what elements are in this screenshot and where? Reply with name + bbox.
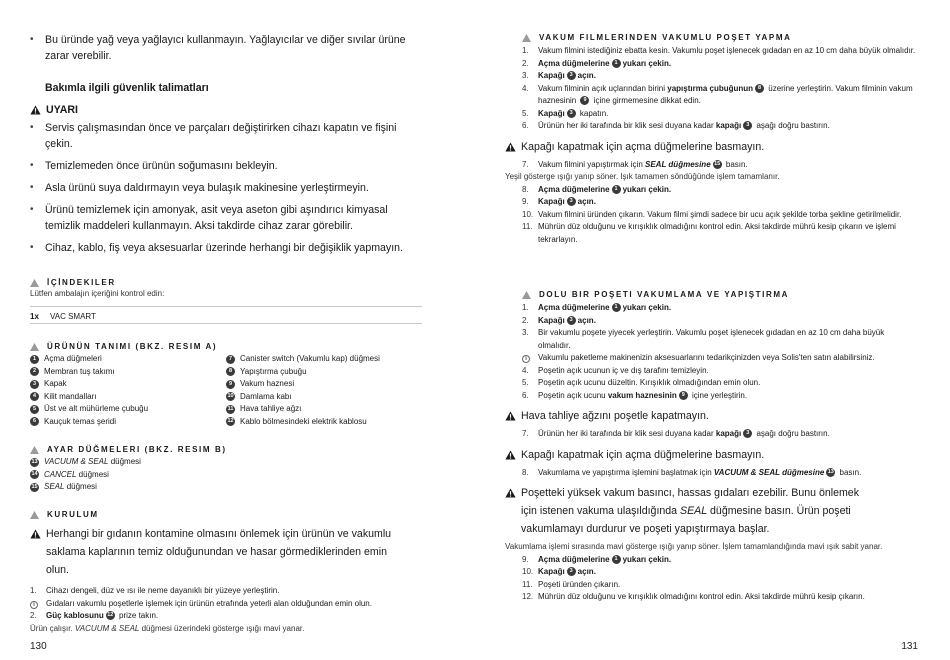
part-item: 10 Damlama kabı [227,391,292,401]
maintenance-safety-heading: Bakımla ilgili güvenlik talimatları [45,82,209,94]
part-item: 11 Hava tahliye ağzı [227,404,302,413]
info-icon: i [30,601,38,609]
section-triangle-icon [30,343,39,351]
step-item: 3. Bir vakumlu poşete yiyecek yerleştirin. Vakumlu poşet işlenecek gıdadan en az 10 cm daha büyük olmalıdır. [522,328,885,350]
part-item: 2 Membran tuş takımı [30,366,226,379]
warning-icon [30,105,41,115]
bullet-item: • Servis çalışmasından önce ve parçaları değiştirirken cihazı kapatın ve fişini çekin. [30,122,397,150]
step-item: 9. Açma düğmelerine 1 yukarı çekin. [522,554,672,564]
part-item: 4 Kilit mandalları [30,391,226,404]
step-item: 2. Açma düğmelerine 1 yukarı çekin. [522,58,672,68]
part-item: 1 Açma düğmeleri [30,353,226,366]
part-item: 6 Kauçuk temas şeridi [30,416,226,429]
part-item: 7 Canister switch (Vakumlu kap) düğmesi [226,353,422,366]
step-item: 6. Poşetin açık ucunu vakum haznesinin 9 içine yerleştirin. [522,390,748,400]
filled-bag-title: DOLU BIR POŞETI VAKUMLAMA VE YAPIŞTIRMA [522,290,917,299]
note: Vakumlama işlemi sırasında mavi gösterge ışığı yanıp söner. İşlem tamamlandığında mavi ışık sabit yanar. [505,542,883,551]
setting-buttons-section [30,445,422,494]
warning-icon [505,411,516,421]
warning-icon [505,450,516,460]
installation-title: KURULUM [30,510,422,519]
setting-item: 15 SEAL düğmesi [31,482,97,491]
pressure-warning: Poşetteki yüksek vakum basıncı, hassas gıdaları ezebilir. Bunu önlemek için istenen vakuma ulaşıldığında SEAL düğmesine basın. Ürün poşeti vakumlamayı durdurur ve poşeti yapıştırmaya başlar. [505,484,917,538]
step-item: 7. Ürünün her iki tarafında bir klik sesi duyana kadar kapağı 3 aşağı doğru bastırın. [522,429,830,438]
part-item: 12 Kablo bölmesindeki elektrik kablosu [227,416,367,426]
step-item: 5. Poşetin açık ucunu düzeltin. Kırışıklık olmadığından emin olun. [522,378,761,387]
installation-warning: Herhangi bir gıdanın kontamine olmasını önlemek için ürünün ve vakumlu saklama kaplarının temiz olduğunundan ve hasar görmediklerinden emin olun. [30,525,422,579]
lid-warning: Kapağı kapatmak için açma düğmelerine basmayın. [505,138,917,156]
part-item: 8 Yapıştırma çubuğu [226,366,422,379]
part-item: 3 Kapak [30,378,226,391]
step-item: 9. Kapağı 3 açın. [522,197,596,206]
bullet-item: • Bu üründe yağ veya yağlayıcı kullanmayın. Yağlayıcılar ve diğer sıvılar ürüne zarar verebilir. [30,34,406,62]
product-description-title: ÜRÜNÜN TANIMI (BKZ. RESIM A) [30,342,422,351]
page-number: 130 [30,641,47,652]
step-item: 1. Açma düğmelerine 1 yukarı çekin. [522,303,672,312]
warning-icon [505,488,516,498]
divider [30,323,422,324]
step-item: 2. Güç kablosunu 12 prize takın. [30,611,159,620]
step-item: 1. Vakum filmini istediğiniz ebatta kesin. Vakumlu poşet işlenecek gıdadan en az 10 cm daha büyük olmalıdır. [522,46,916,55]
section-triangle-icon [522,291,531,299]
step-item: 2. Kapağı 3 açın. [522,315,596,325]
bullet-item: • Asla ürünü suya daldırmayın veya bulaşık makinesine yerleştirmeyin. [30,182,369,194]
step-item: 3. Kapağı 3 açın. [522,71,596,80]
part-item: 5 Üst ve alt mühürleme çubuğu [30,403,226,416]
setting-item: 13 VACUUM & SEAL düğmesi [31,457,141,466]
lid-warning: Kapağı kapatmak için açma düğmelerine basmayın. [505,446,917,464]
product-description-section [30,342,422,428]
contents-subtitle: Lütfen ambalajın içeriğini kontrol edin: [30,289,165,298]
note: Yeşil gösterge ışığı yanıp söner. Işık tamamen söndüğünde işlem tamamlanır. [505,172,780,181]
left-column [30,32,422,260]
step-item: 6. Ürünün her iki tarafında bir klik sesi duyana kadar kapağı 3 aşağı doğru bastırın. [522,121,830,130]
air-outlet-warning: Hava tahliye ağzını poşetle kapatmayın. [505,407,917,425]
setting-buttons-title: AYAR DÜĞMELERI (BKZ. RESIM B) [30,445,422,454]
filled-bag-section [505,290,917,604]
info-item: i Vakumlu paketleme makinenizin aksesuarlarını tedarikçinizden veya Solis'ten satın alabilirsiniz. [522,352,917,365]
step-item: 10. Kapağı 3 açın. [522,567,596,576]
step-item: 4. Poşetin açık ucunun iç ve dış tarafını temizleyin. [522,365,709,375]
contents-title: İÇİNDEKILER [30,278,422,287]
bullet-item: • Temizlemeden önce ürünün soğumasını bekleyin. [30,160,278,172]
vacuum-film-title: VAKUM FILMLERINDEN VAKUMLU POŞET YAPMA [522,33,917,42]
warning-heading: UYARI [30,104,422,116]
step-item: 8. Açma düğmelerine 1 yukarı çekin. [522,184,672,194]
step-item: 7. Vakum filmini yapıştırmak için SEAL düğmesine 15 basın. [522,159,748,169]
warning-icon [30,529,41,539]
vacuum-film-section [505,33,917,246]
right-page [475,0,950,660]
step-item: 4. Vakum filminin açık uçlarından birini yapıştırma çubuğunun 8 üzerine yerleştirin. Vakum filminin vakum haznesinin 9 içine girmemesine dikkat edin. [522,83,915,105]
bullet-item: • Cihaz, kablo, fiş veya aksesuarlar üzerinde herhangi bir değişiklik yapmayın. [30,242,404,254]
contents-section [30,278,422,324]
info-item: i Gıdaları vakumlu poşetlerle işlemek için ürünün etrafında yeterli alan olduğundan emin olun. [30,598,422,611]
page-number: 131 [901,641,918,652]
setting-item: 14 CANCEL düğmesi [31,469,109,479]
installation-result: Ürün çalışır. VACUUM & SEAL düğmesi üzerindeki gösterge ışığı mavi yanar. [30,623,305,633]
step-item: 11. Poşeti üründen çıkarın. [522,579,621,589]
step-item: 1. Cihazı dengeli, düz ve ısı ile neme dayanıklı bir yüzeye yerleştirin. [30,586,280,595]
step-item: 8. Vakumlama ve yapıştırma işlemini başlatmak için VACUUM & SEAL düğmesine 13 basın. [522,467,862,477]
step-item: 5. Kapağı 3 kapatın. [522,108,609,118]
info-icon: i [522,355,530,363]
installation-section [30,510,422,635]
part-item: 9 Vakum haznesi [226,378,422,391]
warning-icon [505,142,516,152]
contents-item: VAC SMART [50,311,96,321]
contents-row [30,306,422,323]
step-item: 11. Mührün düz olduğunu ve kırışıklık olmadığını kontrol edin. Aksi takdirde mührü kesip çıkarın ve işlemi tekrarlayın. [522,222,896,244]
bullet-item: • Ürünü temizlemek için amonyak, asit veya aseton gibi aşındırıcı kimyasal temizlik maddeleri kullanmayın. Aksi takdirde cihaz zarar görebilir. [30,204,388,232]
parts-list [30,353,422,428]
section-triangle-icon [522,34,531,42]
contents-qty: 1x [30,311,39,321]
section-triangle-icon [30,511,39,519]
step-item: 10. Vakum filmini üründen çıkarın. Vakum filmi şimdi sadece bir ucu açık şekilde torba şekline getirilmelidir. [522,209,902,219]
section-triangle-icon [30,279,39,287]
step-item: 12. Mührün düz olduğunu ve kırışıklık olmadığını kontrol edin. Aksi takdirde mührü kesip çıkarın. [522,592,865,601]
section-triangle-icon [30,446,39,454]
